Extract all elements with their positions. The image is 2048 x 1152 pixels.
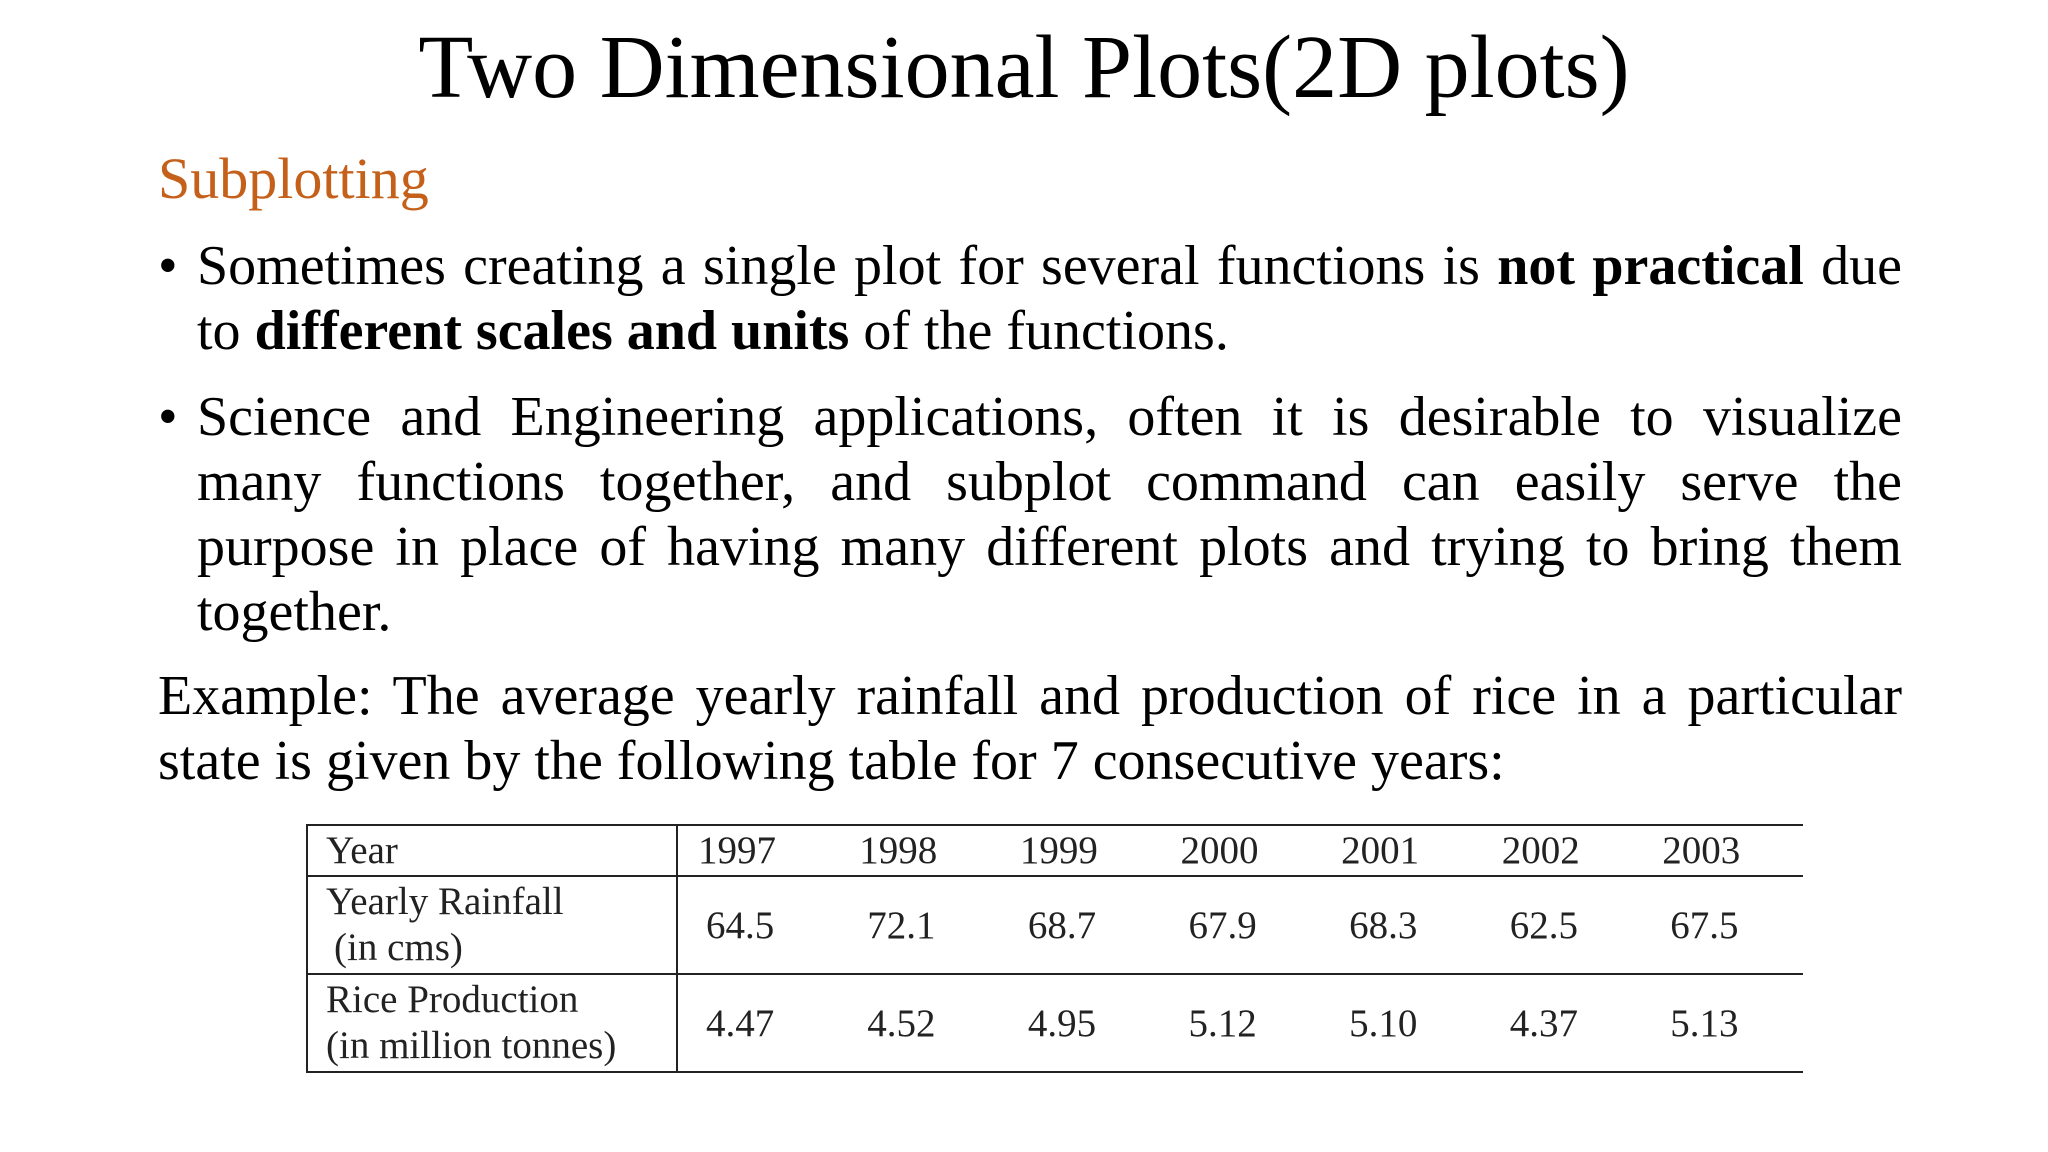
section-heading: Subplotting [158,146,429,211]
table-row [307,876,1803,974]
example-paragraph: Example: The average yearly rainfall and production of rice in a particular state is given by the following table for 7 consecutive years: [158,665,1902,792]
table-cell: 68.7 [1027,903,1097,947]
bullet-text: due to [197,235,1902,362]
table-cell: 64.5 [706,903,775,947]
table-cell: 1997 [698,829,776,872]
table-cell: 4.95 [1027,1001,1097,1045]
data-table [306,824,1803,1073]
table-cell: 68.3 [1349,903,1418,947]
table-cell: 5.13 [1670,1001,1739,1045]
bold-text: not practical [1497,235,1804,297]
bullet-icon: • [158,386,178,448]
slide-title: Two Dimensional Plots(2D plots) [418,18,1630,117]
table-cell: 2002 [1501,829,1580,872]
table-cell: 1999 [1019,829,1098,872]
table-cell: 4.37 [1509,1001,1578,1045]
table-cell: 4.52 [867,1001,936,1045]
table-cell: 72.1 [867,903,936,947]
bullet-item [158,385,1902,645]
bullet-text: Science and Engineering applications, often it is desirable to visualize many functions together, and subplot command can easily serve the purpose in place of having many different plots and trying to bring them together. [197,386,1902,643]
table-cell: 2003 [1662,829,1741,872]
row-label: Year [326,828,398,872]
row-header [307,876,677,974]
table-cell: 67.5 [1670,903,1739,947]
table-cell: 67.9 [1188,903,1257,947]
bold-text: different scales and units [254,300,850,362]
row-unit: (in cms) [334,926,463,969]
bullet-text: of the functions. [849,300,1229,362]
table-cell: 62.5 [1509,903,1578,947]
row-unit: (in million tonnes) [326,1024,617,1067]
table-cell: 5.10 [1349,1001,1418,1045]
row-header [307,974,677,1072]
table-cell: 2000 [1180,829,1259,872]
row-label: Yearly Rainfall [326,880,564,923]
table-cell: 5.12 [1188,1001,1257,1045]
bullet-list [158,234,1902,666]
table-row [307,974,1803,1072]
row-header [307,825,677,876]
bullet-text: Sometimes creating a single plot for several functions is [197,235,1498,297]
bullet-item [158,234,1902,364]
table-cell: 2001 [1341,829,1420,872]
table-cell: 1998 [859,829,938,872]
table-cell: 4.47 [706,1001,775,1045]
bullet-icon: • [158,235,178,297]
row-label: Rice Production [326,978,579,1021]
table-row [307,825,1803,876]
